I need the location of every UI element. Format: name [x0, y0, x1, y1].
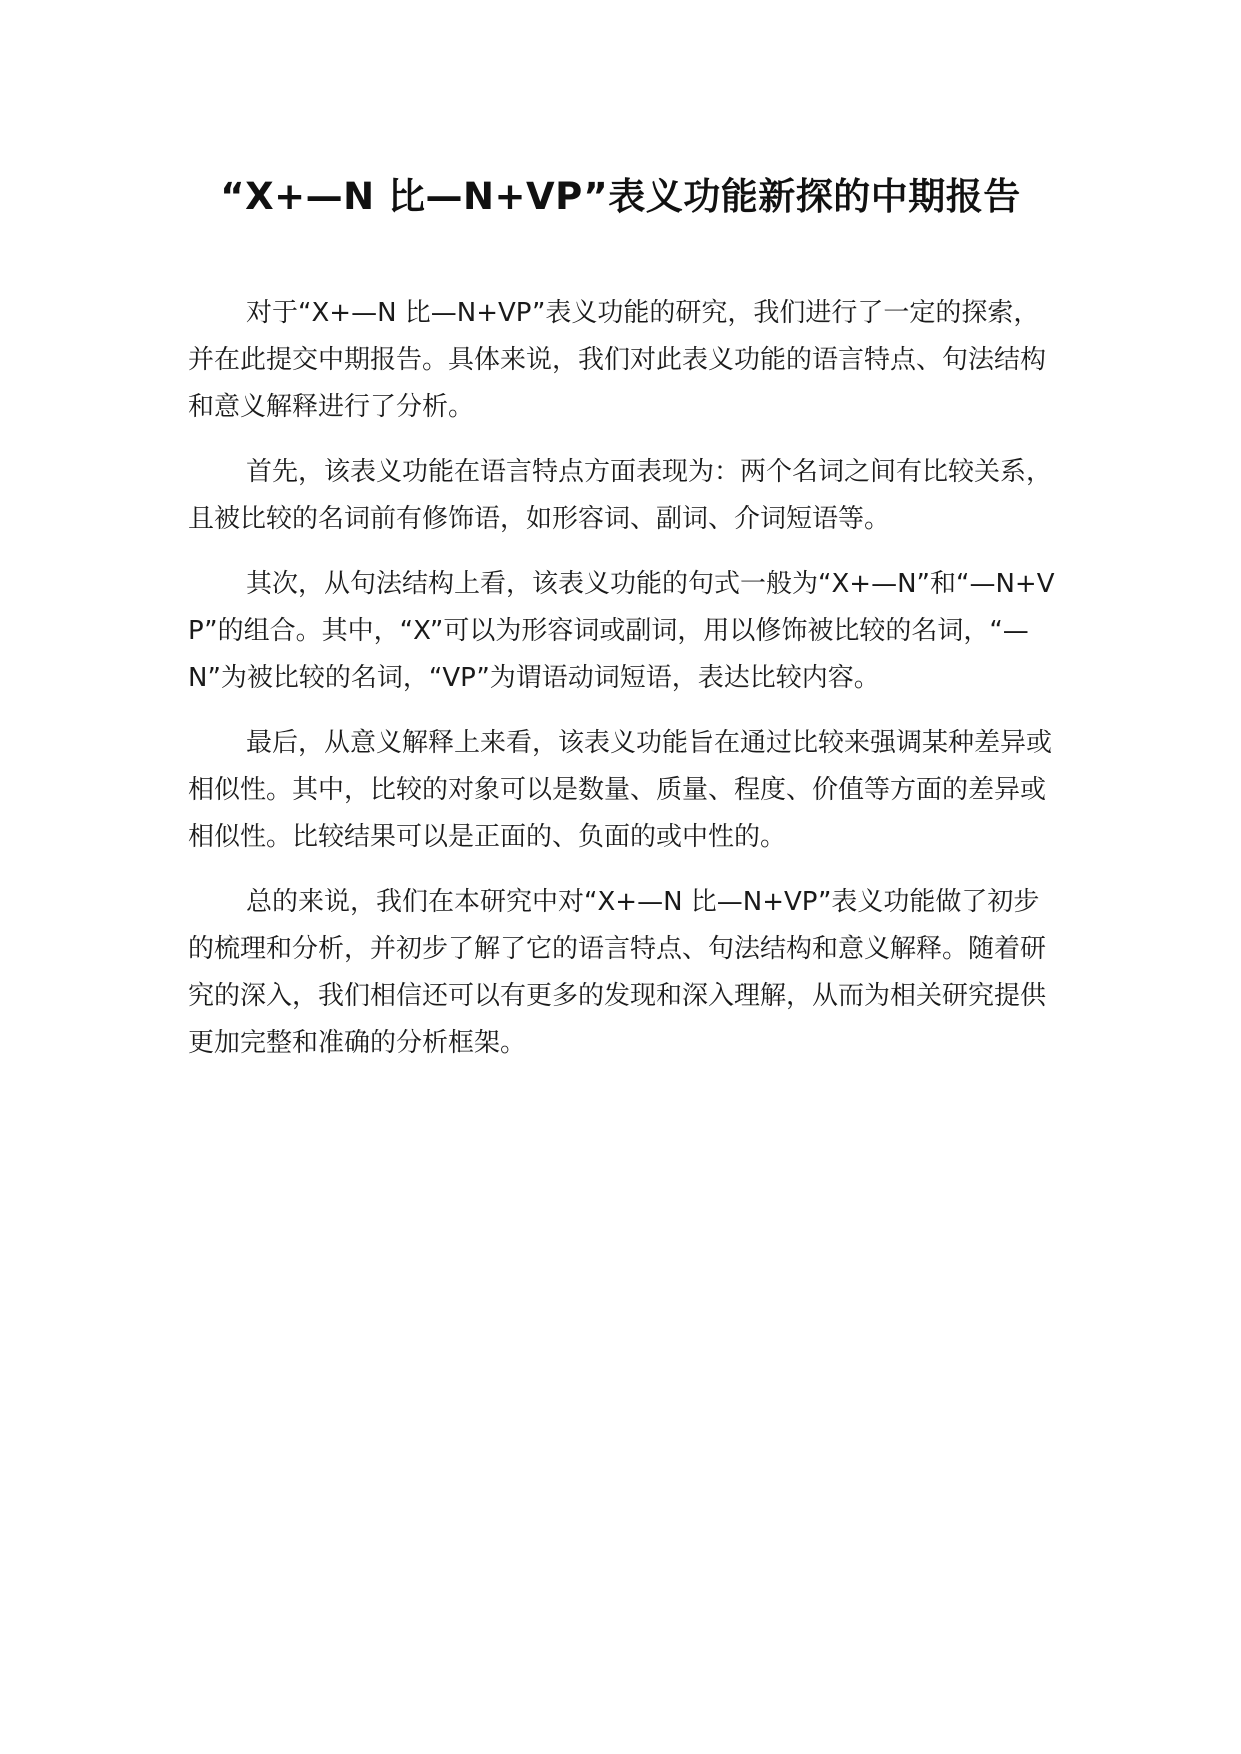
paragraph-language-features: 首先，该表义功能在语言特点方面表现为：两个名词之间有比较关系，且被比较的名词前有修饰语，如形容词、副词、介词短语等。 — [188, 457, 1053, 534]
paragraph-meaning: 最后，从意义解释上来看，该表义功能旨在通过比较来强调某种差异或相似性。其中，比较的对象可以是数量、质量、程度、价值等方面的差异或相似性。比较结果可以是正面的、负面的或中性的。 — [188, 728, 1053, 852]
document-title: “X+—N 比—N+VP”表义功能新探的中期报告 — [220, 175, 1021, 218]
paragraph-syntax: 其次，从句法结构上看，该表义功能的句式一般为“X+—N”和“—N+VP”的组合。其中，“X”可以为形容词或副词，用以修饰被比较的名词，“—N”为被比较的名词，“VP”为谓语动词短语，表达比较内容。 — [188, 569, 1055, 693]
document-body — [188, 290, 1058, 1085]
paragraph-intro: 对于“X+—N 比—N+VP”表义功能的研究，我们进行了一定的探索，并在此提交中期报告。具体来说，我们对此表义功能的语言特点、句法结构和意义解释进行了分析。 — [188, 298, 1047, 422]
paragraph-summary: 总的来说，我们在本研究中对“X+—N 比—N+VP”表义功能做了初步的梳理和分析，并初步了解了它的语言特点、句法结构和意义解释。随着研究的深入，我们相信还可以有更多的发现和深入理解，从而为相关研究提供更加完整和准确的分析框架。 — [188, 887, 1047, 1058]
